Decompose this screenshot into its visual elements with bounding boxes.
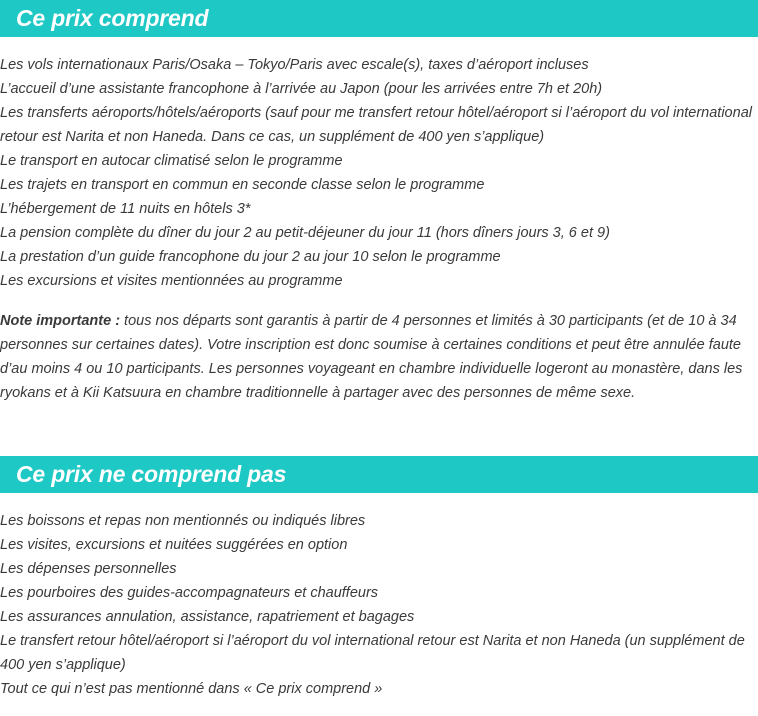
list-item: L’accueil d’une assistante francophone à l’arrivée au Japon (pour les arrivées entre 7h et 20h) bbox=[0, 81, 603, 97]
excluded-content bbox=[0, 509, 758, 701]
excluded-title: Ce prix ne comprend pas bbox=[16, 461, 287, 487]
included-content bbox=[0, 53, 758, 405]
note-label: Note importante : bbox=[0, 313, 121, 329]
list-item: L’hébergement de 11 nuits en hôtels 3* bbox=[0, 201, 251, 217]
excluded-section bbox=[0, 456, 758, 701]
important-note bbox=[0, 309, 752, 405]
note-text: tous nos départs sont garantis à partir de 4 personnes et limités à 30 participants (et de 10 à 34 personnes sur certaines dates). Votre inscription est donc soumise à certaines conditions et peut être annulée faute d’au moins 4 ou 10 participants. Les personnes voyageant en chambre individuelle logeront au monastère, dans les ryokans et à Kii Katsuura en chambre traditionnelle à partager avec des personnes de même sexe. bbox=[0, 313, 743, 401]
list-item: Les excursions et visites mentionnées au programme bbox=[0, 273, 343, 289]
included-header bbox=[0, 0, 758, 37]
list-item: Les transferts aéroports/hôtels/aéroports (sauf pour me transfert retour hôtel/aéroport si l’aéroport du vol international retour est Narita et non Haneda. Dans ce cas, un supplément de 400 yen s’applique) bbox=[0, 105, 752, 145]
list-item: Le transport en autocar climatisé selon le programme bbox=[0, 153, 343, 169]
list-item: La pension complète du dîner du jour 2 au petit-déjeuner du jour 11 (hors dîners jours 3, 6 et 9) bbox=[0, 225, 610, 241]
list-item: Les trajets en transport en commun en seconde classe selon le programme bbox=[0, 177, 485, 193]
list-item: Les dépenses personnelles bbox=[0, 561, 177, 577]
included-title: Ce prix comprend bbox=[16, 5, 209, 31]
included-list bbox=[0, 53, 752, 293]
list-item: Les pourboires des guides-accompagnateurs et chauffeurs bbox=[0, 585, 379, 601]
excluded-list bbox=[0, 509, 752, 701]
list-item: Tout ce qui n’est pas mentionné dans « Ce prix comprend » bbox=[0, 681, 383, 697]
list-item: Les visites, excursions et nuitées suggérées en option bbox=[0, 537, 348, 553]
list-item: Le transfert retour hôtel/aéroport si l’aéroport du vol international retour est Narita et non Haneda (un supplément de 400 yen s’applique) bbox=[0, 633, 745, 673]
list-item: Les boissons et repas non mentionnés ou indiqués libres bbox=[0, 513, 366, 529]
excluded-header bbox=[0, 456, 758, 493]
list-item: Les assurances annulation, assistance, rapatriement et bagages bbox=[0, 609, 415, 625]
list-item: La prestation d’un guide francophone du jour 2 au jour 10 selon le programme bbox=[0, 249, 501, 265]
list-item: Les vols internationaux Paris/Osaka – Tokyo/Paris avec escale(s), taxes d’aéroport incluses bbox=[0, 57, 589, 73]
